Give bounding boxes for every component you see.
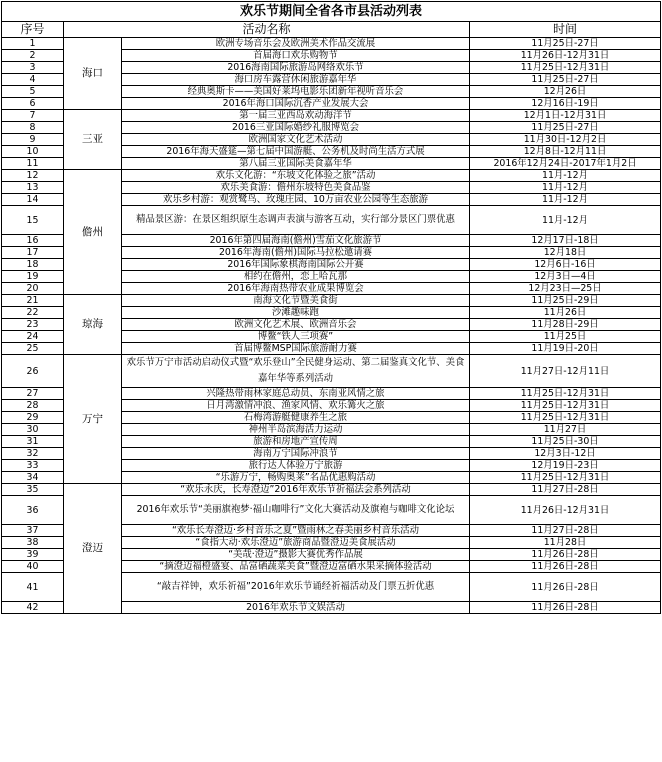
city-cell: 万宁 (64, 355, 122, 484)
activity-name: 2016三亚国际婚纱礼服博览会 (122, 122, 470, 134)
row-number: 1 (2, 38, 64, 50)
row-number: 22 (2, 307, 64, 319)
row-number: 16 (2, 235, 64, 247)
activity-name: 2016年第四届海南(儋州)雪茄文化旅游节 (122, 235, 470, 247)
activity-time: 11月26日-28日 (470, 602, 661, 614)
row-number: 34 (2, 472, 64, 484)
activity-time: 11月26日-28日 (470, 561, 661, 573)
activity-name: 海口房车露营休闲旅游嘉年华 (122, 74, 470, 86)
row-number: 12 (2, 170, 64, 182)
header-time: 时间 (470, 22, 661, 38)
city-cell: 海口 (64, 38, 122, 110)
table-row (2, 38, 661, 50)
row-number: 20 (2, 283, 64, 295)
activity-name: 南海文化节暨美食街 (122, 295, 470, 307)
activity-time: 11月-12月 (470, 194, 661, 206)
row-number: 25 (2, 343, 64, 355)
activity-name: “敲吉祥钟，欢乐祈福”2016年欢乐节诵经祈福活动及门票五折优惠 (122, 573, 470, 602)
activity-name: 2016年海南(儋州)国际马拉松邀请赛 (122, 247, 470, 259)
row-number: 7 (2, 110, 64, 122)
activity-name: 2016年海天盛筵—第七届中国游艇、公务机及时尚生活方式展 (122, 146, 470, 158)
activity-name: 欢乐文化游：“东坡文化体验之旅”活动 (122, 170, 470, 182)
row-number: 30 (2, 424, 64, 436)
activity-name: 首届博鳌MSP国际旅游耐力赛 (122, 343, 470, 355)
activity-time: 11月26日 (470, 307, 661, 319)
activity-name: “食指大动·欢乐澄迈”旅游商品暨澄迈美食展活动 (122, 537, 470, 549)
row-number: 32 (2, 448, 64, 460)
activity-name: 精品景区游：在景区组织原生态调声表演与游客互动，实行部分景区门票优惠 (122, 206, 470, 235)
activity-name: 2016年国际象棋海南国际公开赛 (122, 259, 470, 271)
header-name: 活动名称 (64, 22, 470, 38)
row-number: 41 (2, 573, 64, 602)
row-number: 33 (2, 460, 64, 472)
row-number: 27 (2, 388, 64, 400)
activity-time: 12月3日—4日 (470, 271, 661, 283)
activity-time: 11月30日-12月2日 (470, 134, 661, 146)
activity-time: 2016年12月24日-2017年1月2日 (470, 158, 661, 170)
table-row (2, 170, 661, 182)
activity-time: 11月25日-12月31日 (470, 388, 661, 400)
row-number: 10 (2, 146, 64, 158)
activity-name: 相约在儋州，恋上哈瓦那 (122, 271, 470, 283)
row-number: 2 (2, 50, 64, 62)
activity-name: 旅行达人体验万宁旅游 (122, 460, 470, 472)
activity-name: “美哉·澄迈”摄影大赛优秀作品展 (122, 549, 470, 561)
activity-name: 2016年欢乐节文娱活动 (122, 602, 470, 614)
activity-time: 12月17日-18日 (470, 235, 661, 247)
row-number: 24 (2, 331, 64, 343)
activity-time: 11月25日 (470, 331, 661, 343)
activity-time: 11月27日 (470, 424, 661, 436)
activity-name: 石梅湾游艇健康养生之旅 (122, 412, 470, 424)
activity-name: 首届海口欢乐购物节 (122, 50, 470, 62)
activity-time: 11月-12月 (470, 206, 661, 235)
activity-time: 12月16日-19日 (470, 98, 661, 110)
row-number: 31 (2, 436, 64, 448)
activity-time: 11月27日-12月11日 (470, 355, 661, 388)
row-number: 4 (2, 74, 64, 86)
row-number: 8 (2, 122, 64, 134)
table-row (2, 355, 661, 388)
row-number: 21 (2, 295, 64, 307)
row-number: 18 (2, 259, 64, 271)
activity-name: “欢乐永庆，长寿澄迈”2016年欢乐节祈福法会系列活动 (122, 484, 470, 496)
activity-name: 兴隆热带雨林家庭总动员、东南亚风情之旅 (122, 388, 470, 400)
activity-name: 欢乐节万宁市活动启动仪式暨“欢乐登山”全民健身运动、第二届鉴真文化节、美食嘉年华等系列活动 (122, 355, 470, 388)
row-number: 28 (2, 400, 64, 412)
activity-time: 12月23日—25日 (470, 283, 661, 295)
activity-time: 11月26日-28日 (470, 549, 661, 561)
activity-name: 第八届三亚国际美食嘉年华 (122, 158, 470, 170)
activity-time: 12月18日 (470, 247, 661, 259)
row-number: 36 (2, 496, 64, 525)
row-number: 37 (2, 525, 64, 537)
activity-name: 欢乐乡村游：观赏鹭鸟、玫瑰庄园、10万亩农业公园等生态旅游 (122, 194, 470, 206)
activity-time: 11月25日-12月31日 (470, 62, 661, 74)
activity-time: 12月19日-23日 (470, 460, 661, 472)
header-no: 序号 (2, 22, 64, 38)
row-number: 14 (2, 194, 64, 206)
row-number: 3 (2, 62, 64, 74)
activity-time: 11月27日-28日 (470, 484, 661, 496)
row-number: 35 (2, 484, 64, 496)
row-number: 39 (2, 549, 64, 561)
activity-time: 11月25日-27日 (470, 74, 661, 86)
table-row (2, 295, 661, 307)
row-number: 9 (2, 134, 64, 146)
table-row (2, 484, 661, 496)
activity-name: “摘澄迈福橙盛宴、品富硒蔬菜美食”暨澄迈富硒水果采摘体验活动 (122, 561, 470, 573)
activity-name: “欢乐长寿澄迈·乡村音乐之夏”暨雨林之春美丽乡村音乐活动 (122, 525, 470, 537)
activity-time: 11月26日-12月31日 (470, 50, 661, 62)
activity-time: 11月26日-12月31日 (470, 496, 661, 525)
row-number: 23 (2, 319, 64, 331)
activity-name: 2016海南国际旅游岛网络欢乐节 (122, 62, 470, 74)
activity-name: 旅游和房地产宣传周 (122, 436, 470, 448)
activity-name: 2016年海南热带农业成果博览会 (122, 283, 470, 295)
activity-name: 欧洲文化艺术展、欧洲音乐会 (122, 319, 470, 331)
row-number: 5 (2, 86, 64, 98)
activity-time: 11月25日-27日 (470, 38, 661, 50)
activity-time: 11月-12月 (470, 182, 661, 194)
activity-time: 11月25日-27日 (470, 122, 661, 134)
activity-time: 11月25日-12月31日 (470, 400, 661, 412)
activity-time: 11月25日-12月31日 (470, 412, 661, 424)
activity-name: 海南万宁国际冲浪节 (122, 448, 470, 460)
activity-time: 12月3日-12日 (470, 448, 661, 460)
activity-name: 博鳌“铁人三项赛” (122, 331, 470, 343)
row-number: 26 (2, 355, 64, 388)
table-row (2, 110, 661, 122)
city-cell: 琼海 (64, 295, 122, 355)
activity-time: 11月-12月 (470, 170, 661, 182)
activity-time: 11月19日-20日 (470, 343, 661, 355)
row-number: 11 (2, 158, 64, 170)
activity-time: 11月28日 (470, 537, 661, 549)
row-number: 38 (2, 537, 64, 549)
city-cell: 三亚 (64, 110, 122, 170)
row-number: 19 (2, 271, 64, 283)
activity-name: 欧洲专场音乐会及欧洲美术作品交流展 (122, 38, 470, 50)
activity-name: 2016年海口国际沉香产业发展大会 (122, 98, 470, 110)
row-number: 40 (2, 561, 64, 573)
activity-time: 11月28日-29日 (470, 319, 661, 331)
row-number: 15 (2, 206, 64, 235)
activity-name: 第一届三亚西岛欢动海洋节 (122, 110, 470, 122)
activity-name: 欢乐美食游：儋州东坡特色美食品鉴 (122, 182, 470, 194)
activity-name: 日月湾激情冲浪、渔家风情、欢乐篝火之旅 (122, 400, 470, 412)
activity-time: 11月25日-30日 (470, 436, 661, 448)
activity-time: 11月25日-12月31日 (470, 472, 661, 484)
activity-time: 12月6日-16日 (470, 259, 661, 271)
activity-time: 11月27日-28日 (470, 525, 661, 537)
activity-name: 欧洲国家文化艺术活动 (122, 134, 470, 146)
city-cell: 澄迈 (64, 484, 122, 614)
activity-table-document (1, 1, 661, 760)
activity-time: 12月26日 (470, 86, 661, 98)
row-number: 29 (2, 412, 64, 424)
activity-name: 2016年欢乐节“美丽旗袍梦·福山咖啡行”文化大赛活动及旗袍与咖啡文化论坛 (122, 496, 470, 525)
activity-name: “乐游万宁，畅购奥莱”名品优惠购活动 (122, 472, 470, 484)
activity-time: 12月1日-12月31日 (470, 110, 661, 122)
activity-time: 11月25日-29日 (470, 295, 661, 307)
activity-time: 11月26日-28日 (470, 573, 661, 602)
activity-time: 12月8日-12月11日 (470, 146, 661, 158)
row-number: 42 (2, 602, 64, 614)
row-number: 13 (2, 182, 64, 194)
table-title: 欢乐节期间全省各市县活动列表 (2, 2, 661, 22)
activity-name: 沙滩趣味跑 (122, 307, 470, 319)
row-number: 6 (2, 98, 64, 110)
activity-name: 神州半岛滨海活力运动 (122, 424, 470, 436)
activity-table (1, 1, 661, 614)
row-number: 17 (2, 247, 64, 259)
city-cell: 儋州 (64, 170, 122, 295)
activity-name: 经典奥斯卡——美国好莱坞电影乐团新年视听音乐会 (122, 86, 470, 98)
